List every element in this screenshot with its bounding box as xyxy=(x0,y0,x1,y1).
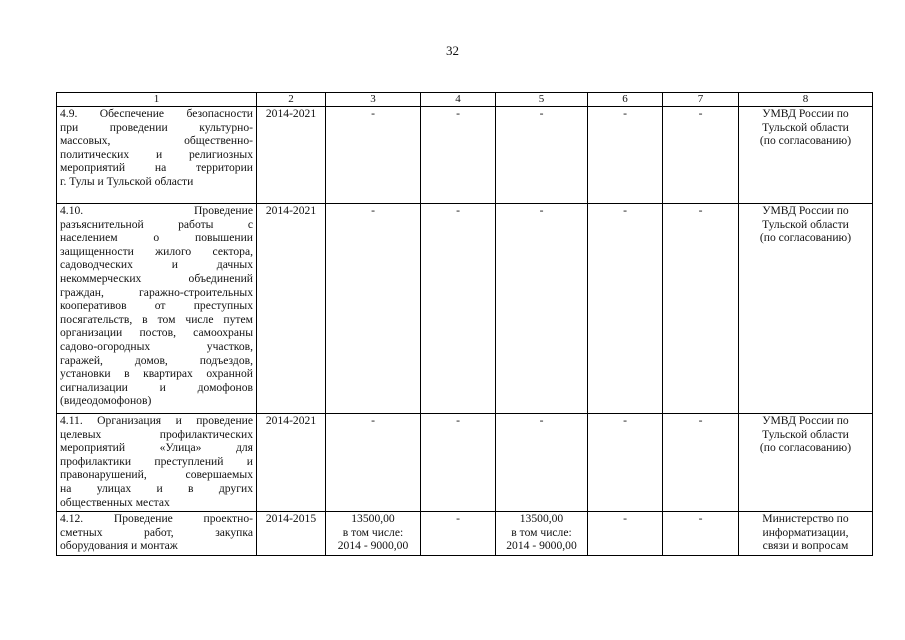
measure-name-line: 4.10. Проведение xyxy=(60,204,253,217)
funding-total-cell xyxy=(326,107,421,204)
measure-name-line: г. Тулы и Тульской области xyxy=(60,174,194,188)
funding-regional-cell xyxy=(496,512,588,556)
funding-value: - xyxy=(623,107,627,120)
responsible-line: УМВД России по xyxy=(762,204,849,217)
responsible-line: Тульской области xyxy=(762,427,849,441)
measure-name-line: мероприятий «Улица» для xyxy=(60,441,253,455)
funding-total-line: - xyxy=(371,414,375,427)
column-header: 1 xyxy=(57,93,257,107)
measure-name-cell xyxy=(57,414,257,512)
funding-federal-cell xyxy=(421,414,496,512)
funding-total-line: 2014 - 9000,00 xyxy=(337,539,409,553)
funding-total-cell xyxy=(326,204,421,414)
funding-value: - xyxy=(456,414,460,427)
measure-name-line: защищенности жилого сектора, xyxy=(60,244,253,258)
measure-name-line: некоммерческих объединений xyxy=(60,271,253,285)
funding-regional-cell xyxy=(496,107,588,204)
responsible-cell xyxy=(739,414,873,512)
responsible-line: Тульской области xyxy=(762,120,849,134)
funding-local-cell xyxy=(588,204,663,414)
responsible-line: связи и вопросам xyxy=(762,539,849,553)
responsible-line: УМВД России по xyxy=(762,107,849,120)
measure-name-line: граждан, гаражно-строительных xyxy=(60,285,253,299)
funding-regional-line: - xyxy=(539,204,544,217)
funding-value: - xyxy=(623,512,627,525)
table-row xyxy=(57,512,873,556)
column-header: 3 xyxy=(326,93,421,107)
table-row xyxy=(57,107,873,204)
responsible-line: информатизации, xyxy=(762,525,849,539)
funding-total-line: в том числе: xyxy=(342,525,404,539)
funding-other-cell xyxy=(663,512,739,556)
funding-total-cell xyxy=(326,414,421,512)
measure-name-line: профилактики преступлений и xyxy=(60,454,253,468)
responsible-cell xyxy=(739,107,873,204)
measure-name-line: массовых, общественно- xyxy=(60,134,253,148)
measure-name-line: разъяснительной работы с xyxy=(60,217,253,231)
measure-name-line: при проведении культурно- xyxy=(60,120,253,134)
measure-name-line: гаражей, домов, подъездов, xyxy=(60,353,253,367)
measure-name-line: садово-огородных участков, xyxy=(60,339,253,353)
funding-regional-line: - xyxy=(539,414,544,427)
measure-name-line: сметных работ, закупка xyxy=(60,525,253,539)
column-header: 6 xyxy=(588,93,663,107)
measure-name-line: целевых профилактических xyxy=(60,427,253,441)
column-header: 4 xyxy=(421,93,496,107)
funding-value: - xyxy=(623,414,627,427)
funding-federal-cell xyxy=(421,204,496,414)
column-header: 5 xyxy=(496,93,588,107)
measure-name-line: населением о повышении xyxy=(60,231,253,245)
funding-value: - xyxy=(698,512,703,525)
funding-value: - xyxy=(698,414,703,427)
measure-name-line: 4.12. Проведение проектно- xyxy=(60,512,253,525)
funding-regional-line: 13500,00 xyxy=(519,512,564,525)
page-number: 32 xyxy=(446,43,459,58)
column-header: 2 xyxy=(257,93,326,107)
funding-value: - xyxy=(698,204,703,217)
measure-name-line: (видеодомофонов) xyxy=(60,394,152,408)
period-cell: 2014-2021 xyxy=(257,414,326,512)
responsible-line: Министерство по xyxy=(762,512,849,525)
table-header-row xyxy=(57,93,873,107)
measure-name-line: установки в квартирах охранной xyxy=(60,367,253,381)
responsible-line: (по согласованию) xyxy=(759,134,852,148)
funding-other-cell xyxy=(663,204,739,414)
responsible-line: УМВД России по xyxy=(762,414,849,427)
funding-regional-cell xyxy=(496,414,588,512)
measure-name-line: 4.11. Организация и проведение xyxy=(60,414,253,427)
measure-name-line: посягательств, в том числе путем xyxy=(60,312,253,326)
period-cell: 2014-2021 xyxy=(257,107,326,204)
table-row xyxy=(57,204,873,414)
measure-name-line: 4.9. Обеспечение безопасности xyxy=(60,107,253,120)
funding-regional-cell xyxy=(496,204,588,414)
funding-total-cell xyxy=(326,512,421,556)
responsible-line: (по согласованию) xyxy=(759,231,852,245)
measure-name-cell xyxy=(57,107,257,204)
measure-name-line: политических и религиозных xyxy=(60,147,253,161)
funding-value: - xyxy=(456,204,460,217)
funding-total-line: 13500,00 xyxy=(351,512,395,525)
funding-local-cell xyxy=(588,414,663,512)
funding-local-cell xyxy=(588,512,663,556)
funding-regional-line: - xyxy=(539,107,544,120)
measure-name-cell xyxy=(57,512,257,556)
funding-value: - xyxy=(623,204,627,217)
responsible-line: Тульской области xyxy=(762,217,849,231)
measure-name-line: мероприятий на территории xyxy=(60,161,253,175)
measure-name-line: оборудования и монтаж xyxy=(60,539,178,553)
measure-name-line: сигнализации и домофонов xyxy=(60,380,253,394)
column-header: 8 xyxy=(739,93,873,107)
measure-name-line: садоводческих и дачных xyxy=(60,258,253,272)
funding-total-line: - xyxy=(371,204,375,217)
funding-value: - xyxy=(698,107,703,120)
funding-federal-cell xyxy=(421,512,496,556)
responsible-cell xyxy=(739,204,873,414)
funding-regional-line: 2014 - 9000,00 xyxy=(506,539,577,553)
responsible-cell xyxy=(739,512,873,556)
responsible-line: (по согласованию) xyxy=(759,441,852,455)
period-cell: 2014-2015 xyxy=(257,512,326,556)
funding-local-cell xyxy=(588,107,663,204)
column-header: 7 xyxy=(663,93,739,107)
measure-name-line: общественных местах xyxy=(60,495,170,509)
funding-other-cell xyxy=(663,414,739,512)
measures-table xyxy=(56,92,873,556)
measure-name-line: организации постов, самоохраны xyxy=(60,326,253,340)
measure-name-cell xyxy=(57,204,257,414)
table-row xyxy=(57,414,873,512)
funding-other-cell xyxy=(663,107,739,204)
measure-name-line: на улицах и в других xyxy=(60,481,253,495)
funding-regional-line: в том числе: xyxy=(511,525,572,539)
funding-value: - xyxy=(456,512,460,525)
measure-name-line: кооперативов от преступных xyxy=(60,299,253,313)
period-cell: 2014-2021 xyxy=(257,204,326,414)
measure-name-line: правонарушений, совершаемых xyxy=(60,468,253,482)
funding-total-line: - xyxy=(371,107,375,120)
funding-federal-cell xyxy=(421,107,496,204)
funding-value: - xyxy=(456,107,460,120)
